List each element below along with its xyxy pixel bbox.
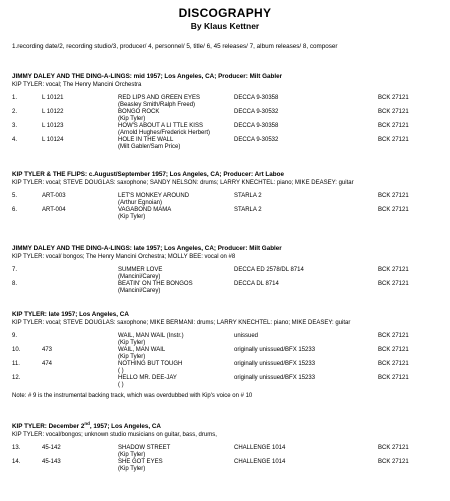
track-title: BONGO ROCK — [118, 109, 160, 115]
session-section-3 — [12, 245, 444, 295]
track-number: 12. — [12, 375, 21, 381]
heading-text: , 1957; Los Angeles, CA — [89, 423, 161, 431]
track-title: RED LIPS AND GREEN EYES — [118, 95, 201, 101]
session-personnel: KIP TYLER: vocal; STEVE DOUGLAS: saxophone; MIKE BERMANI: drums; LARRY KNECHTEL: piano; MIKE DEASEY: guitar — [12, 320, 351, 326]
track-composer: ( ) — [118, 382, 124, 388]
track-number: 3. — [12, 123, 18, 129]
track-composer: (Arthur Egnoian) — [118, 200, 163, 206]
matrix-number: 45-143 — [42, 459, 61, 466]
track-row — [12, 95, 444, 109]
track-row — [12, 207, 444, 221]
track-number: 10. — [12, 347, 21, 353]
track-title: HOW'S ABOUT A LI TTLE KISS — [118, 123, 203, 129]
track-number: 9. — [12, 333, 18, 339]
track-row — [12, 281, 444, 295]
track-title: HOLE IN THE WALL — [118, 137, 174, 143]
heading-text: KIP TYLER: December 2 — [12, 423, 85, 431]
single-release: DECCA DL 8714 — [234, 281, 279, 287]
track-composer: (Kip Tyler) — [118, 466, 146, 473]
track-number: 11. — [12, 361, 20, 367]
album-release: BCK 27121 — [378, 361, 409, 367]
track-composer: (Beasley Smith/Ralph Freed) — [118, 102, 196, 108]
track-number: 14. — [12, 459, 21, 466]
track-row — [12, 347, 444, 361]
session-heading: KIP TYLER & THE FLIPS: c.August/September 1957; Los Angeles, CA; Producer: Art Laboe — [12, 171, 284, 178]
single-release: STARLA 2 — [234, 193, 262, 199]
matrix-number: 473 — [42, 347, 53, 353]
matrix-number: L 10122 — [42, 109, 64, 115]
album-release: BCK 27121 — [378, 193, 409, 199]
track-number: 1. — [12, 95, 18, 101]
track-composer: (Kip Tyler) — [118, 340, 146, 346]
single-release: DECCA 9-30532 — [234, 109, 279, 115]
track-row — [12, 123, 444, 137]
track-title: SHE GOT EYES — [118, 459, 163, 466]
single-release: STARLA 2 — [234, 207, 262, 213]
single-release: originally unissued/BFX 15233 — [234, 361, 316, 367]
track-title: BEATIN' ON THE BONGOS — [118, 281, 193, 287]
track-row — [12, 267, 444, 281]
single-release: unissued — [234, 333, 259, 339]
track-composer: (Mancini/Carey) — [118, 288, 161, 294]
session-heading: JIMMY DALEY AND THE DING-A-LINGS: mid 1957; Los Angeles, CA; Producer: Milt Gabler — [12, 73, 283, 80]
single-release: originally unissued/BFX 15233 — [234, 347, 316, 353]
session-section-1 — [12, 73, 444, 151]
album-release: BCK 27121 — [378, 109, 409, 115]
matrix-number: ART-004 — [42, 207, 66, 213]
track-composer: (Milt Gabler/Sam Price) — [118, 144, 181, 150]
session-section-4 — [12, 311, 444, 400]
single-release: CHALLENGE 1014 — [234, 445, 286, 452]
track-title: SUMMER LOVE — [118, 267, 163, 273]
session-personnel: KIP TYLER: vocal/bongos; unknown studio musicians on guitar, bass, drums, — [12, 432, 217, 439]
track-row — [12, 375, 444, 389]
single-release: CHALLENGE 1014 — [234, 459, 286, 466]
track-row — [12, 137, 444, 151]
album-release: BCK 27121 — [378, 375, 409, 381]
single-release: DECCA 9-30358 — [234, 95, 279, 101]
track-number: 8. — [12, 281, 18, 287]
album-release: BCK 27121 — [378, 137, 409, 143]
album-release: BCK 27121 — [378, 267, 409, 273]
track-number: 4. — [12, 137, 18, 143]
track-composer: (Kip Tyler) — [118, 354, 146, 360]
track-title: WAIL, MAN WAIL (Instr.) — [118, 333, 184, 339]
track-composer: (Kip Tyler) — [118, 116, 146, 122]
track-row — [12, 193, 444, 207]
matrix-number: L 10121 — [42, 95, 64, 101]
track-title: VAGABOND MAMA — [118, 207, 172, 213]
session-heading: KIP TYLER: late 1957; Los Angeles, CA — [12, 311, 129, 318]
page-title: DISCOGRAPHY — [178, 6, 272, 20]
author-line: By Klaus Kettner — [190, 21, 260, 31]
album-release: BCK 27121 — [378, 95, 409, 101]
field-legend: 1.recording date/2, recording studio/3, producer/ 4, personnel/ 5, title/ 6, 45 releases/ 7, album releases/ 8, composer — [12, 43, 338, 50]
album-release: BCK 27121 — [378, 207, 409, 213]
track-title: LET'S MONKEY AROUND — [118, 193, 190, 199]
track-number: 5. — [12, 193, 18, 199]
matrix-number: L 10123 — [42, 123, 64, 129]
track-number: 7. — [12, 267, 18, 273]
track-composer: ( ) — [118, 368, 124, 374]
session-section-2 — [12, 171, 444, 221]
track-row — [12, 445, 444, 459]
track-title: NOTHING BUT TOUGH — [118, 361, 183, 367]
album-release: BCK 27121 — [378, 445, 409, 452]
track-number: 6. — [12, 207, 18, 213]
track-title: HELLO MR. DEE-JAY — [118, 375, 177, 381]
track-title: WAIL, MAN WAIL — [118, 347, 166, 353]
album-release: BCK 27121 — [378, 123, 409, 129]
matrix-number: ART-003 — [42, 193, 66, 199]
session-personnel: KIP TYLER: vocal/ bongos; The Henry Mancini Orchestra; MOLLY BEE: vocal on #8 — [12, 254, 236, 260]
session-heading — [12, 420, 444, 431]
album-release: BCK 27121 — [378, 333, 409, 339]
track-number: 13. — [12, 445, 21, 452]
heading-ordinal: nd — [84, 421, 90, 426]
matrix-number: 45-142 — [42, 445, 61, 452]
single-release: DECCA 9-30358 — [234, 123, 279, 129]
session-personnel: KIP TYLER: vocal; STEVE DOUGLAS: saxophone; SANDY NELSON: drums; LARRY KNECHTEL: piano; MIKE DEASEY: guitar — [12, 180, 354, 186]
track-composer: (Kip Tyler) — [118, 452, 146, 459]
track-row — [12, 361, 444, 375]
track-row — [12, 109, 444, 123]
matrix-number: L 10124 — [42, 137, 64, 143]
track-composer: (Arnold Hughes/Frederick Herbert) — [118, 130, 211, 136]
album-release: BCK 27121 — [378, 347, 409, 353]
single-release: DECCA 9-30532 — [234, 137, 279, 143]
track-row — [12, 333, 444, 347]
session-note: Note: # 9 is the instrumental backing track, which was overdubbed with Kip's voice on # 10 — [12, 393, 253, 399]
single-release: DECCA ED 2578/DL 8714 — [234, 267, 304, 273]
session-section-5 — [12, 420, 444, 473]
track-row — [12, 459, 444, 473]
session-heading: JIMMY DALEY AND THE DING-A-LINGS: late 1957; Los Angeles, CA; Producer: Milt Gabler — [12, 245, 282, 252]
album-release: BCK 27121 — [378, 281, 409, 287]
session-personnel: KIP TYLER: vocal; The Henry Mancini Orchestra — [12, 82, 142, 88]
track-number: 2. — [12, 109, 18, 115]
single-release: originally unissued/BFX 15233 — [234, 375, 316, 381]
album-release: BCK 27121 — [378, 459, 409, 466]
matrix-number: 474 — [42, 361, 53, 367]
track-composer: (Mancini/Carey) — [118, 274, 161, 280]
track-composer: (Kip Tyler) — [118, 214, 146, 220]
track-title: SHADOW STREET — [118, 445, 171, 452]
